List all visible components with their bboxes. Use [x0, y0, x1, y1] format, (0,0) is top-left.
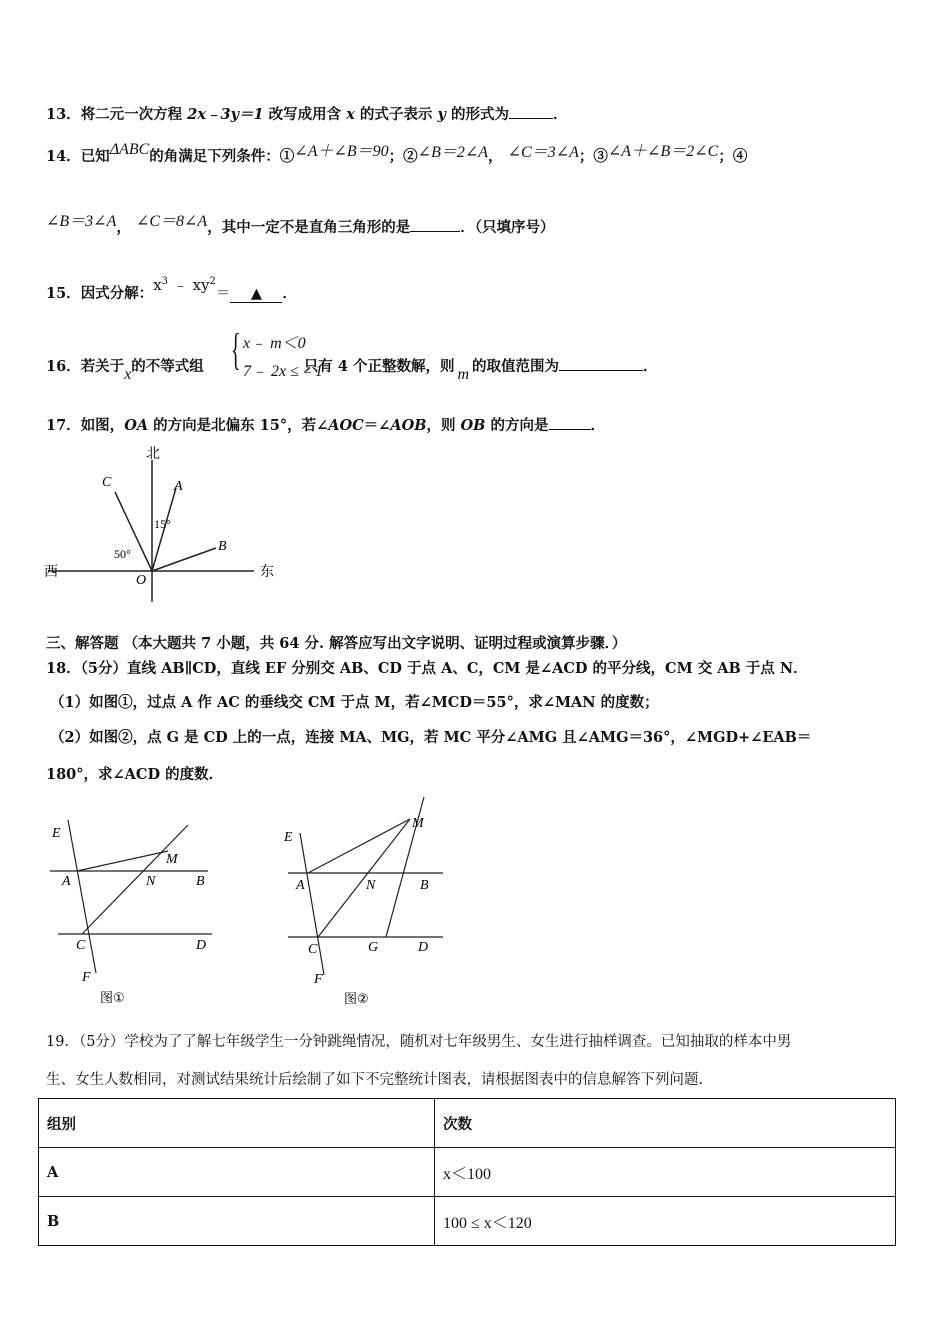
q17-oa: OA: [124, 417, 149, 434]
fig1-label-m: M: [166, 852, 178, 867]
q15-answer: ▲: [230, 285, 282, 303]
q14-comma1: ，: [488, 148, 503, 165]
q15-exp1: 3: [161, 276, 169, 287]
question-13: [46, 103, 567, 124]
fig17-label-b: B: [218, 539, 227, 554]
q14-cond4b: ∠C＝8∠A: [135, 213, 208, 230]
q18-line-3: （2）如图②，点 G 是 CD 上的一点，连接 MA、MG，若 MC 平分∠AMG 且∠AMG＝36°，∠MGD+∠EAB＝: [50, 729, 812, 746]
q14-text-a: 的角满足下列条件：①: [149, 148, 295, 165]
q16-var-m: m: [457, 366, 470, 383]
q16-number: 16．: [46, 358, 81, 375]
q17-aob: AOB: [390, 417, 427, 434]
q15-expression: [153, 276, 216, 294]
fig17-west: 西: [44, 564, 58, 580]
q15-end: ．: [282, 285, 297, 302]
fig2-label-c: C: [308, 942, 318, 957]
fig1-label-c: C: [76, 938, 86, 953]
fig2-label-f: F: [314, 972, 323, 987]
q16-ineq2: 7﹣ 2x ≤﹣1: [243, 363, 323, 380]
q13-end: ．: [552, 106, 568, 123]
table-cell-group-b: B: [39, 1197, 435, 1246]
q18-line-4: 180°，求∠ACD 的度数．: [46, 766, 224, 783]
fig2-caption: 图②: [344, 992, 369, 1007]
fig17-east: 东: [260, 564, 274, 580]
question-16: [46, 355, 658, 383]
table-header-group: 组别: [39, 1099, 435, 1148]
q16-text-c: 只有 4 个正整数解，则: [303, 358, 455, 375]
q14-triangle: ΔABC: [109, 141, 150, 158]
q13-answer-blank: [509, 118, 553, 119]
fig1-label-d: D: [196, 938, 207, 953]
fig17-label-a: A: [174, 479, 183, 494]
q17-number: 17．: [46, 417, 81, 434]
q18-figure-1: [40, 815, 240, 1015]
q16-answer-blank: [559, 370, 643, 371]
q13-var-x: x: [346, 106, 355, 123]
fig17-label-c: C: [102, 475, 112, 490]
q18-figure-2: [278, 795, 468, 1015]
question-14-line-2: [46, 214, 554, 237]
q14-cond1: ∠A＋∠B＝90: [294, 143, 389, 160]
q16-text-a: 若关于: [80, 358, 125, 375]
table-cell-range-b: 100 ≤ x＜120: [435, 1197, 896, 1246]
table-header-count: 次数: [435, 1099, 896, 1148]
fig2-label-b: B: [420, 878, 429, 893]
section-3-title: 三、解答题 （本大题共 7 小题，共 64 分. 解答应写出文字说明、证明过程或演算步骤．）: [46, 635, 627, 652]
q13-text-b: 改写成用含: [263, 106, 347, 123]
q14-text-b: ，其中一定不是直角三角形的是: [207, 219, 411, 236]
q13-number: 13．: [46, 106, 81, 123]
q17-eq: ＝∠: [363, 417, 391, 434]
fig2-label-g: G: [368, 940, 379, 955]
fig1-caption: 图①: [100, 991, 125, 1006]
table-row: [39, 1148, 896, 1197]
q14-number: 14．: [46, 148, 81, 165]
q14-sep3: ；④: [718, 148, 748, 165]
fig2-line-cm: [318, 819, 410, 937]
q17-ob: OB: [460, 417, 486, 434]
q14-cond3: ∠A＋∠B＝2∠C: [607, 143, 719, 160]
q13-text-c: 的式子表示: [354, 106, 438, 123]
question-15: [46, 276, 297, 303]
q17-answer-blank: [549, 429, 591, 430]
fig2-label-a: A: [296, 878, 305, 893]
table-cell-range-a: x＜100: [435, 1148, 896, 1197]
q16-brace: {: [231, 325, 241, 374]
q14-answer-blank: [410, 231, 460, 232]
q17-aoc: AOC: [328, 417, 364, 434]
q19-table: [38, 1098, 896, 1246]
q13-var-y: y: [437, 106, 446, 123]
q16-end: ．: [643, 358, 658, 375]
q17-text-c: ，则: [426, 417, 461, 434]
q14-cond2b: ∠C＝3∠A: [507, 144, 579, 161]
q18-line-2: （1）如图①，过点 A 作 AC 的垂线交 CM 于点 M，若∠MCD＝55°，求∠MAN 的度数；: [50, 694, 659, 711]
question-17: [46, 414, 605, 435]
fig1-line-cm: [82, 825, 188, 934]
q13-equation: 2x﹣3y＝1: [187, 106, 264, 123]
q16-ineq1: x﹣ m＜0: [243, 335, 306, 352]
table-cell-group-a: A: [39, 1148, 435, 1197]
ray-ob: [152, 548, 216, 571]
fig2-label-m: M: [412, 816, 424, 831]
fig1-line-am: [77, 851, 168, 871]
fig1-label-b: B: [196, 874, 205, 889]
fig17-label-o: O: [136, 573, 147, 588]
q13-text-d: 的形式为: [445, 106, 509, 123]
q19-line-2: 生、女生人数相同，对测试结果统计后绘制了如下不完整统计图表，请根据图表中的信息解答下列问题.: [46, 1072, 704, 1088]
q14-sep2: ；③: [578, 148, 608, 165]
q17-text-b: 的方向是北偏东 15°，若∠: [148, 417, 329, 434]
q14-sep1: ；②: [388, 148, 418, 165]
q15-base1: x: [153, 276, 162, 294]
table-row: [39, 1197, 896, 1246]
q14-end: ．（只填序号）: [460, 219, 555, 236]
fig1-label-e: E: [52, 826, 61, 841]
fig17-angle-15: 15°: [154, 517, 171, 531]
question-14-line-1: [46, 143, 747, 166]
q14-prefix: 已知: [80, 148, 110, 165]
q17-text-a: 如图，: [80, 417, 125, 434]
fig2-label-d: D: [418, 940, 429, 955]
q17-figure: [40, 440, 300, 610]
q18-line-1: 18．（5分）直线 AB∥CD，直线 EF 分别交 AB、CD 于点 A、C，CM 是∠ACD 的平分线，CM 交 AB 于点 N．: [46, 660, 808, 677]
q16-text-d: 的取值范围为: [472, 358, 560, 375]
q17-text-d: 的方向是: [485, 417, 549, 434]
fig2-line-am: [308, 819, 410, 873]
q13-text-a: 将二元一次方程: [80, 106, 188, 123]
q14-cond2a: ∠B＝2∠A: [417, 144, 489, 161]
q15-mid: ﹣ xy: [172, 276, 210, 294]
q19-line-1: 19．（5分）学校为了了解七年级学生一分钟跳绳情况，随机对七年级男生、女生进行抽样调查。已知抽取的样本中男: [46, 1034, 792, 1050]
fig1-label-a: A: [62, 874, 71, 889]
q15-text: 因式分解：: [80, 285, 154, 302]
q15-exp2: 2: [209, 276, 216, 287]
q17-end: ．: [590, 417, 605, 434]
q16-text-b: 的不等式组: [131, 358, 204, 375]
q15-eq: ＝: [215, 286, 231, 302]
fig1-label-n: N: [146, 874, 156, 889]
fig1-label-f: F: [82, 970, 91, 985]
fig17-angle-50: 50°: [114, 547, 131, 561]
fig2-label-e: E: [284, 830, 293, 845]
fig17-north: 北: [146, 446, 160, 462]
q14-comma2: ，: [116, 219, 131, 236]
q14-cond4a: ∠B＝3∠A: [46, 213, 117, 230]
q16-var-x: x: [124, 366, 132, 383]
fig2-label-n: N: [366, 878, 376, 893]
q15-number: 15．: [46, 285, 81, 302]
table-header-row: [39, 1099, 896, 1148]
